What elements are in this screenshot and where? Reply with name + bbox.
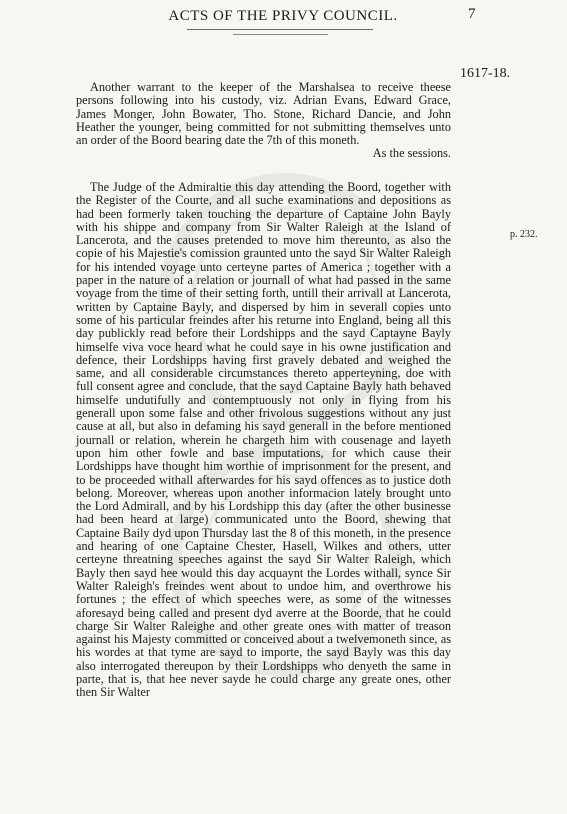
paragraph-admiralty bbox=[76, 181, 451, 700]
margin-page-reference: p. 232. bbox=[510, 229, 538, 240]
running-title: ACTS OF THE PRIVY COUNCIL. bbox=[168, 8, 398, 24]
paragraph-text: The Judge of the Admiraltie this day attending the Boord, together with the Register of the Courte, and all suche examinations and depositions as had been formerly taken touching the departure of Captaine John Bayly with his shippe and company from Sir Walter Raleigh at the Island of Lancerota, and the causes pretended to move him thereunto, as also the copie of his Majestie's comission graunted unto the sayd Sir Walter Raleigh for his intended voyage unto certeyne partes of America ; together with a paper in the nature of a relation or journall of what had passed in the same voyage from the time of their setting forth, untill their arrivall at Lancerota, written by Captaine Bayly, and dispersed by him in severall copies unto some of his particular freindes after his returne into England, being all this day publickly read before their Lordshipps and the sayd Captayne Bayly himselfe viva voce heard what he could saye in his owne justification and defence, their Lordshipps having first gravely debated and weighed the same, and all considerable circumstances thereto apperteyning, doe with full consent agree and conclude, that the sayd Captaine Bayly hath behaved himselfe undutifully and contemptuously not only in flying from his generall upon some false and other frivolous suggestions without any just cause at all, but also in defaming his sayd generall in the before mentioned journall or relation, wherein he chargeth him with cousenage and layeth upon him other fowle and base imputations, for which cause their Lordshipps have thought him worthie of imprisonment for the present, and to be proceeded withall afterwardes for his sayd offences as to justice doth belong. Moreover, whereas upon another informacion lately brought unto the Lord Admirall, and by his Lordshipp this day (after the other businesse had been heard at large) communicated unto the Boord, shewing that Captaine Baily dyd upon Thursday last the 8 of this moneth, in the presence and hearing of one Captaine Chester, Hasell, Wilkes and others, utter certeyne threatning speeches against the sayd Sir Walter Raleigh, which Bayly then sayd hee would this day acquaynt the Lordes withall, synce Sir Walter Raleigh's freindes went about to undoe him, and overthrowe his fortunes ; the effect of which speeches were, as some of the witnesses aforesayd being called and present dyd averre at the Boorde, that he could charge Sir Walter Raleighe and other greate ones with matter of treason against his Majesty committed or conceived about a twelvemoneth since, as his wordes at that tyme are sayd to importe, the sayd Bayly was this day also interrogated thereupon by their Lordshipps who denyeth the same in parte, that is, that hee never sayde he could charge any greate ones, other then Sir Walter bbox=[76, 180, 451, 700]
paragraph-tail: As the sessions. bbox=[372, 146, 451, 161]
margin-year: 1617-18. bbox=[460, 66, 511, 81]
page-number: 7 bbox=[468, 6, 476, 22]
header-rule bbox=[187, 29, 373, 30]
header-rule-short bbox=[233, 34, 328, 35]
paragraph-warrant bbox=[76, 81, 451, 161]
paragraph-text: Another warrant to the keeper of the Marshalsea to receive theese persons following into his custody, viz. Adrian Evans, Edward Grace, James Monger, John Bowater, Tho. Stone, Richard Dancie, and John Heather the younger, being committed for not submitting themselves unto an order of the Boord bearing date the 7th of this moneth. bbox=[76, 80, 451, 148]
